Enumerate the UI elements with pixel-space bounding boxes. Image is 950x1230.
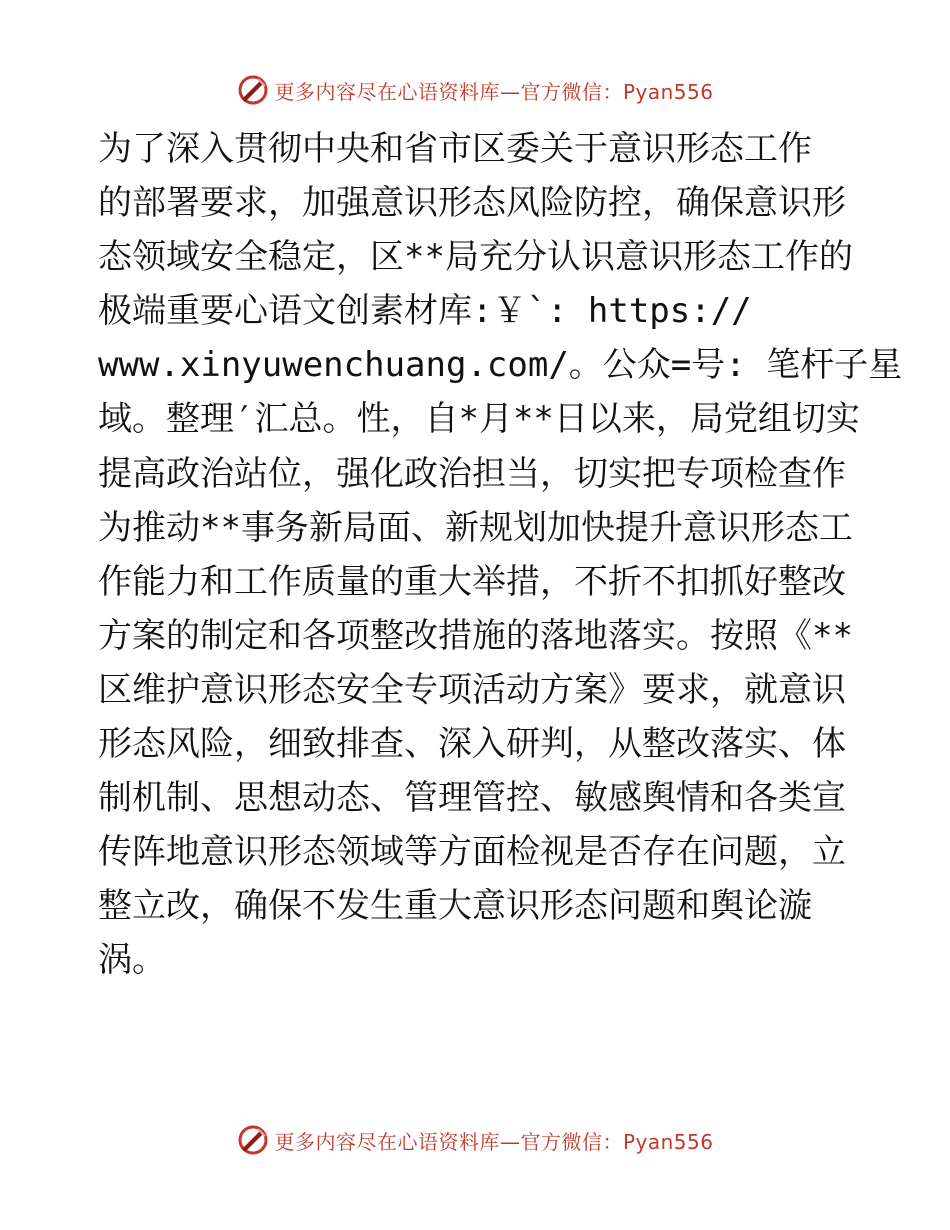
footer-banner (0, 1120, 950, 1160)
body-line: 为了深入贯彻中央和省市区委关于意识形态工作 (98, 129, 812, 169)
body-line: 涡。 (98, 940, 166, 981)
header-banner-text: 更多内容尽在心语资料库—官方微信：Pyan556 (274, 79, 714, 104)
body-line: 提高政治站位，强化政治担当，切实把专项检查作 (98, 453, 846, 494)
body-line: 的部署要求，加强意识形态风险防控，确保意识形 (98, 183, 846, 224)
pen-logo-icon (236, 1123, 270, 1157)
header-banner (0, 70, 950, 110)
body-line: 方案的制定和各项整改措施的落地落实。按照《** (98, 615, 853, 656)
body-line: 域。整理′汇总。性，自*月**日以来，局党组切实 (98, 399, 860, 440)
body-line: 制机制、思想动态、管理管控、敏感舆情和各类宣 (98, 778, 846, 819)
body-line: 区维护意识形态安全专项活动方案》要求，就意识 (98, 669, 846, 710)
body-line: www.xinyuwenchuang.com/。公众=号: 笔杆子星 (98, 345, 903, 386)
body-line: 极端重要心语文创素材库:￥`: https:// (98, 291, 752, 332)
body-line: 作能力和工作质量的重大举措，不折不扣抓好整改 (98, 561, 846, 602)
body-line: 态领域安全稳定，区**局充分认识意识形态工作的 (98, 237, 853, 278)
document-body (98, 122, 903, 988)
body-line: 形态风险，细致排查、深入研判，从整改落实、体 (98, 724, 846, 765)
pen-logo-icon (236, 73, 270, 107)
footer-banner-text: 更多内容尽在心语资料库—官方微信：Pyan556 (274, 1129, 714, 1154)
body-line: 传阵地意识形态领域等方面检视是否存在问题，立 (98, 832, 846, 873)
body-line: 整立改，确保不发生重大意识形态问题和舆论漩 (98, 886, 812, 927)
body-line: 为推动**事务新局面、新规划加快提升意识形态工 (98, 507, 853, 548)
